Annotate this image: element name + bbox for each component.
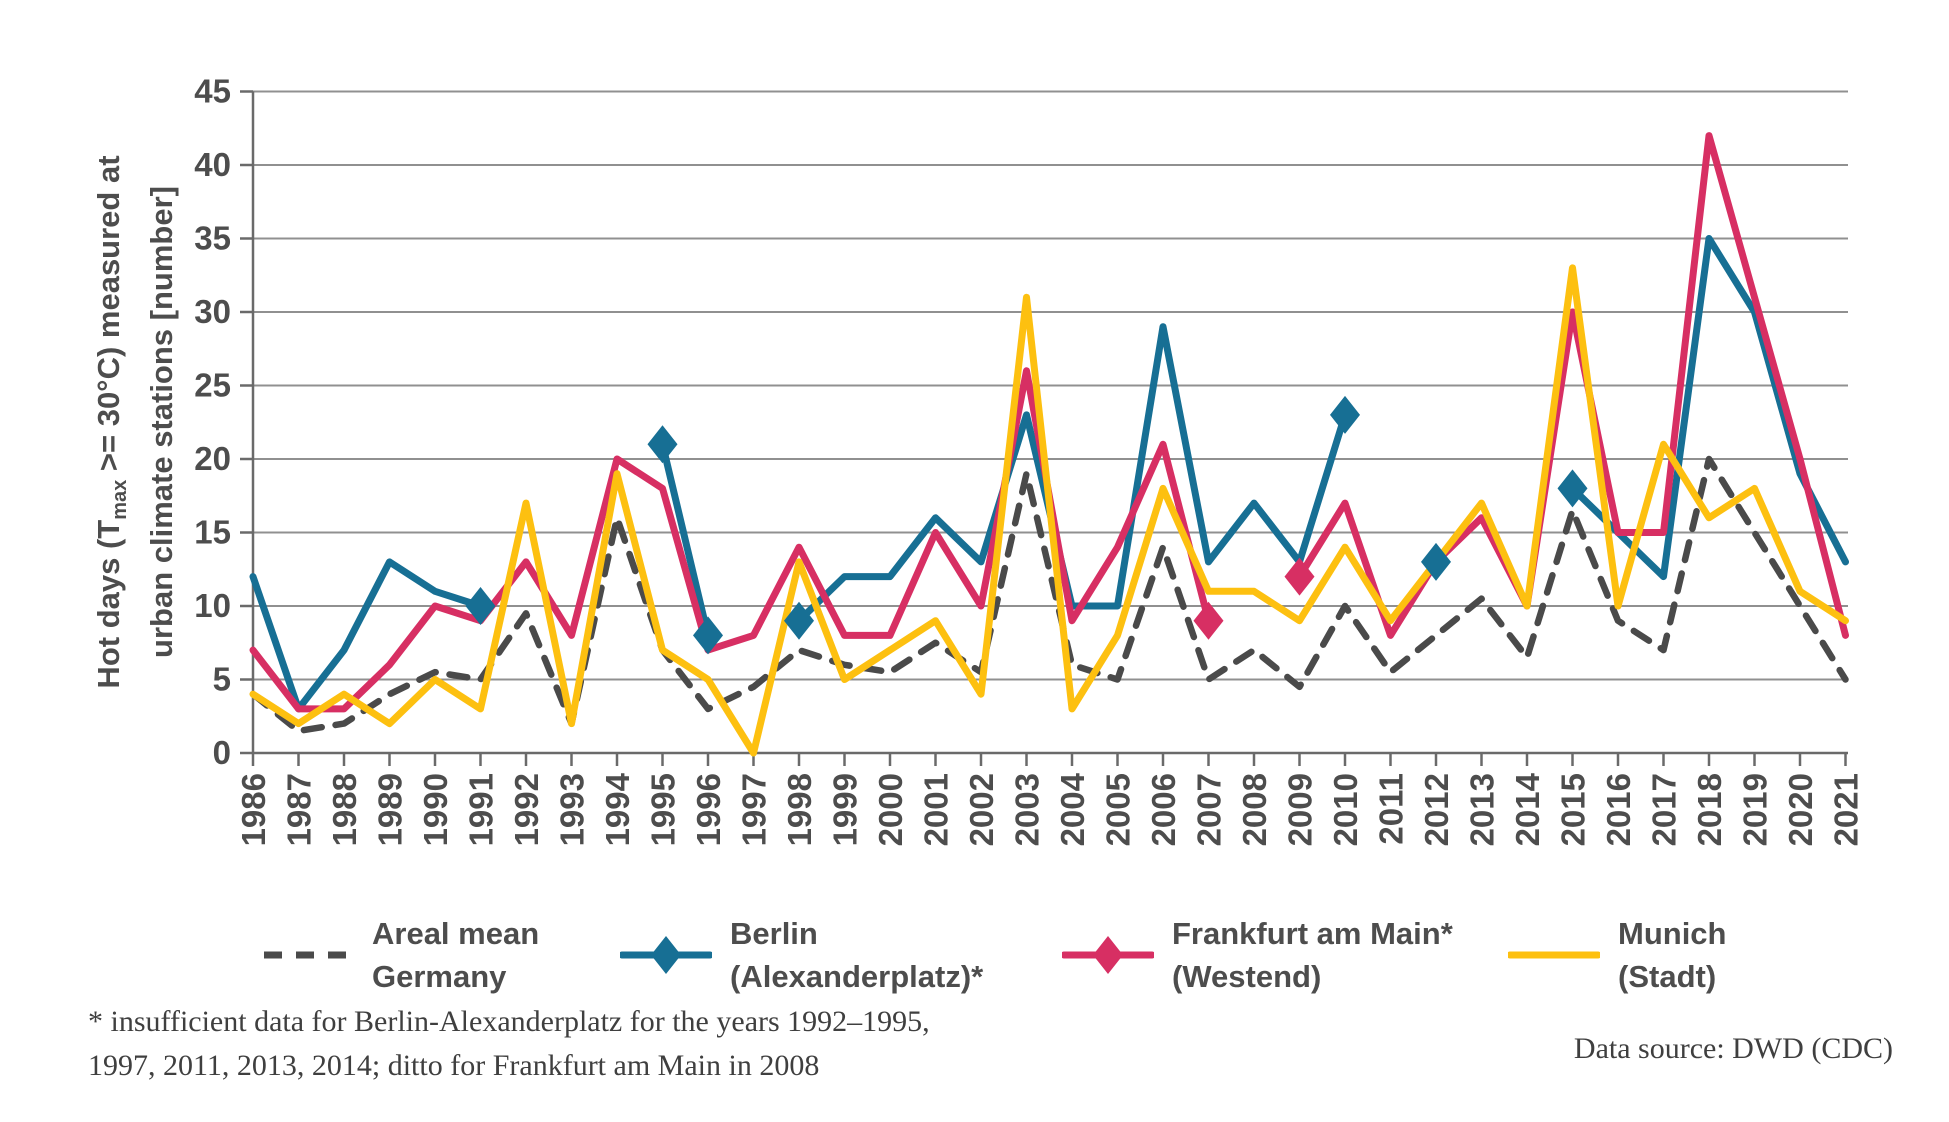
- legend-label-munich: Munich (Stadt): [1618, 916, 1727, 994]
- svg-text:2019: 2019: [1736, 773, 1774, 847]
- svg-text:1987: 1987: [280, 773, 318, 847]
- legend-label-areal-mean: Areal mean Germany: [372, 916, 540, 994]
- svg-text:2020: 2020: [1782, 773, 1819, 847]
- svg-text:2005: 2005: [1099, 773, 1137, 847]
- svg-text:2002: 2002: [963, 773, 1000, 847]
- svg-text:0: 0: [212, 734, 231, 771]
- legend-item-frankfurt: [1062, 912, 1453, 998]
- svg-text:45: 45: [194, 72, 231, 110]
- legend-label-berlin: Berlin (Alexanderplatz)*: [730, 916, 984, 994]
- legend-item-areal-mean: [262, 912, 539, 998]
- svg-text:20: 20: [194, 440, 231, 477]
- svg-text:1988: 1988: [326, 773, 363, 847]
- legend-sample-munich-line: [1508, 933, 1600, 977]
- svg-text:2007: 2007: [1190, 773, 1228, 847]
- svg-text:35: 35: [194, 219, 231, 257]
- y-axis-label-line1: Hot days $(T_{max} >= 30^\circ C)$ measured at: [91, 155, 132, 689]
- svg-text:2018: 2018: [1691, 773, 1728, 847]
- svg-text:2016: 2016: [1600, 773, 1637, 847]
- svg-text:2008: 2008: [1236, 773, 1273, 847]
- svg-text:2011: 2011: [1372, 773, 1410, 845]
- svg-text:2012: 2012: [1418, 773, 1455, 847]
- svg-text:25: 25: [194, 366, 231, 404]
- svg-text:1998: 1998: [781, 773, 818, 847]
- svg-text:1999: 1999: [826, 773, 864, 847]
- svg-text:1989: 1989: [371, 773, 409, 847]
- svg-text:2015: 2015: [1554, 773, 1592, 847]
- data-source-label: Data source: DWD (CDC): [1573, 1032, 1893, 1065]
- svg-text:1990: 1990: [417, 773, 454, 847]
- svg-text:2003: 2003: [1008, 773, 1046, 847]
- svg-text:30: 30: [194, 293, 231, 330]
- svg-text:2014: 2014: [1509, 773, 1546, 847]
- svg-text:1991: 1991: [462, 773, 500, 847]
- svg-text:1995: 1995: [644, 773, 682, 847]
- svg-text:2009: 2009: [1281, 773, 1319, 847]
- y-axis-label: [88, 42, 180, 802]
- svg-text:15: 15: [194, 513, 231, 551]
- svg-text:2004: 2004: [1054, 773, 1091, 847]
- svg-text:5: 5: [212, 660, 231, 698]
- svg-text:2001: 2001: [917, 773, 955, 847]
- legend-item-munich: [1508, 912, 1727, 998]
- svg-text:2017: 2017: [1645, 773, 1683, 847]
- svg-text:1993: 1993: [553, 773, 591, 847]
- legend-sample-frankfurt-line-diamond: [1062, 933, 1154, 977]
- legend-label-frankfurt: Frankfurt am Main* (Westend): [1172, 916, 1453, 994]
- legend-item-berlin: [620, 912, 983, 998]
- y-axis-label-line2: urban climate stations [number]: [144, 186, 180, 658]
- svg-text:10: 10: [194, 587, 231, 624]
- footnote-insufficient-data: * insufficient data for Berlin-Alexanderplatz for the years 1992–1995, 1997, 2011, 2013, 2014; ditto for Frankfurt am Main in 2008: [88, 1005, 930, 1082]
- svg-text:2010: 2010: [1327, 773, 1364, 847]
- svg-text:2021: 2021: [1827, 773, 1865, 847]
- svg-text:1996: 1996: [690, 773, 727, 847]
- svg-text:40: 40: [194, 146, 231, 183]
- legend-sample-dashed-line: [262, 933, 354, 977]
- svg-text:1997: 1997: [735, 773, 773, 847]
- legend-sample-berlin-line-diamond: [620, 933, 712, 977]
- svg-text:1992: 1992: [508, 773, 545, 847]
- svg-text:2006: 2006: [1145, 773, 1182, 847]
- svg-text:1986: 1986: [235, 773, 272, 847]
- svg-text:1994: 1994: [599, 773, 636, 847]
- svg-text:2000: 2000: [872, 773, 909, 847]
- svg-text:2013: 2013: [1463, 773, 1501, 847]
